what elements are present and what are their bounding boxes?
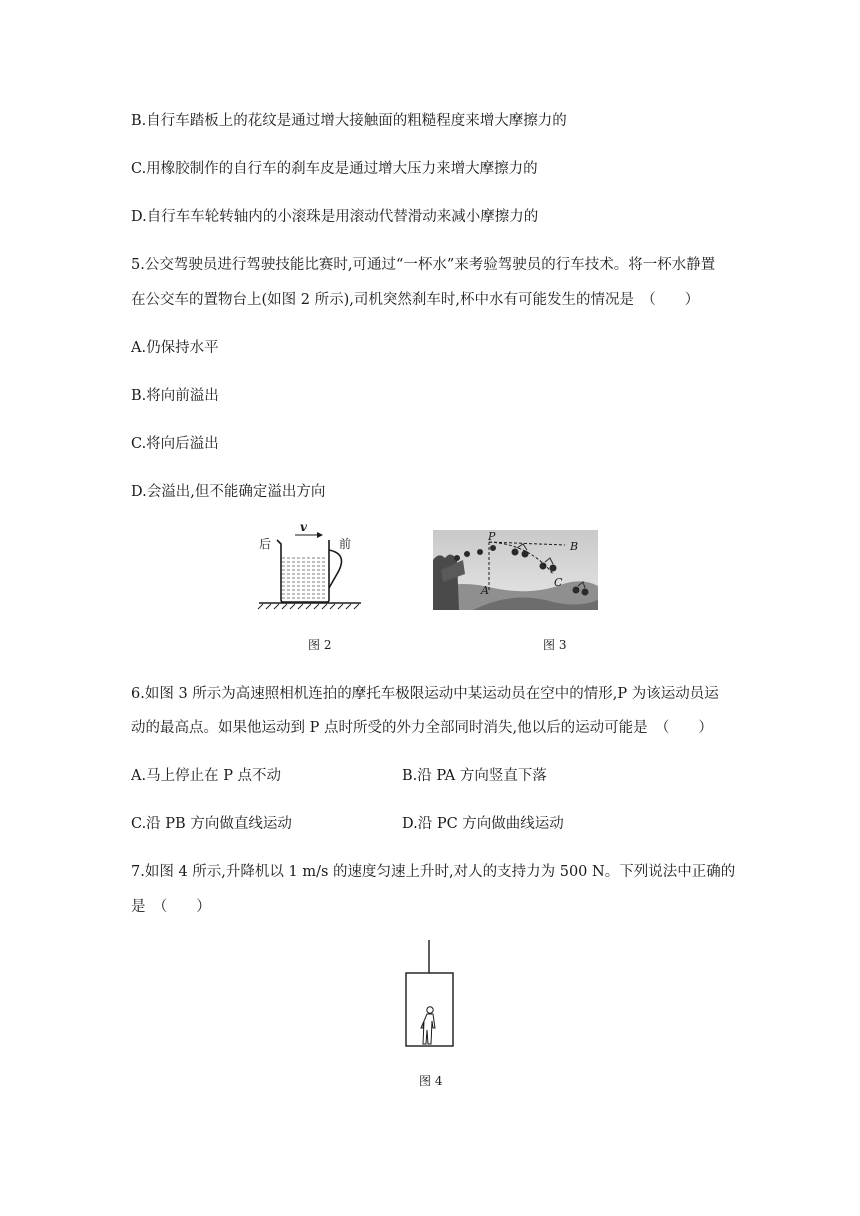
fig2-label-front: 前 [339,537,352,551]
beaker-handle [329,550,342,588]
figure-2-beaker [255,518,365,610]
q5-option-b: B.将向前溢出 [131,388,219,404]
figure-3-motorcycle-photo [433,530,598,610]
shelf-hatch [258,604,359,609]
q6-option-c: C.沿 PB 方向做直线运动 [131,816,292,832]
q5-option-c: C.将向后溢出 [131,436,219,452]
person-figure [421,1007,435,1044]
q7-stem-line2: 是 （ ） [131,899,211,915]
figure-4-caption: 图 4 [419,1074,443,1088]
q5-option-d: D.会溢出,但不能确定溢出方向 [131,484,326,500]
q6-option-a: A.马上停止在 P 点不动 [131,768,282,784]
q5-stem-line1: 5.公交驾驶员进行驾驶技能比赛时,可通过“一杯水”来考验驾驶员的行车技术。将一杯水静置 [131,257,716,273]
q6-option-b: B.沿 PA 方向竖直下落 [402,768,547,784]
q6-stem-line1: 6.如图 3 所示为高速照相机连拍的摩托车极限运动中某运动员在空中的情形,P 为该运动员运 [131,686,719,702]
fig3-label-P: P [488,530,496,543]
elevator-car [406,973,453,1046]
q4-option-b: B.自行车踏板上的花纹是通过增大接触面的粗糙程度来增大摩擦力的 [131,113,567,129]
q4-option-c: C.用橡胶制作的自行车的刹车皮是通过增大压力来增大摩擦力的 [131,161,538,177]
fig2-label-back: 后 [259,537,272,551]
fig3-label-A: A [481,584,489,597]
q7-stem-line1: 7.如图 4 所示,升降机以 1 m/s 的速度匀速上升时,对人的支持力为 500 N。下列说法中正确的 [131,864,736,880]
water [282,558,327,598]
q4-option-d: D.自行车车轮转轴内的小滚珠是用滚动代替滑动来减小摩擦力的 [131,209,539,225]
photo-trees [433,554,459,610]
q6-stem-line2: 动的最高点。如果他运动到 P 点时所受的外力全部同时消失,他以后的运动可能是 （ ） [131,720,713,736]
fig2-label-v: v [300,520,307,534]
velocity-arrowhead [317,532,323,538]
fig3-label-B: B [570,540,579,553]
fig3-label-C: C [554,576,563,589]
q5-option-a: A.仍保持水平 [131,340,219,356]
q5-stem-line2: 在公交车的置物台上(如图 2 所示),司机突然刹车时,杯中水有可能发生的情况是 （ ） [131,292,700,308]
q6-option-d: D.沿 PC 方向做曲线运动 [402,816,564,832]
beaker-body [277,540,329,602]
figure-4-elevator [400,940,460,1050]
figure-3-caption: 图 3 [543,638,567,652]
figure-2-caption: 图 2 [308,638,332,652]
